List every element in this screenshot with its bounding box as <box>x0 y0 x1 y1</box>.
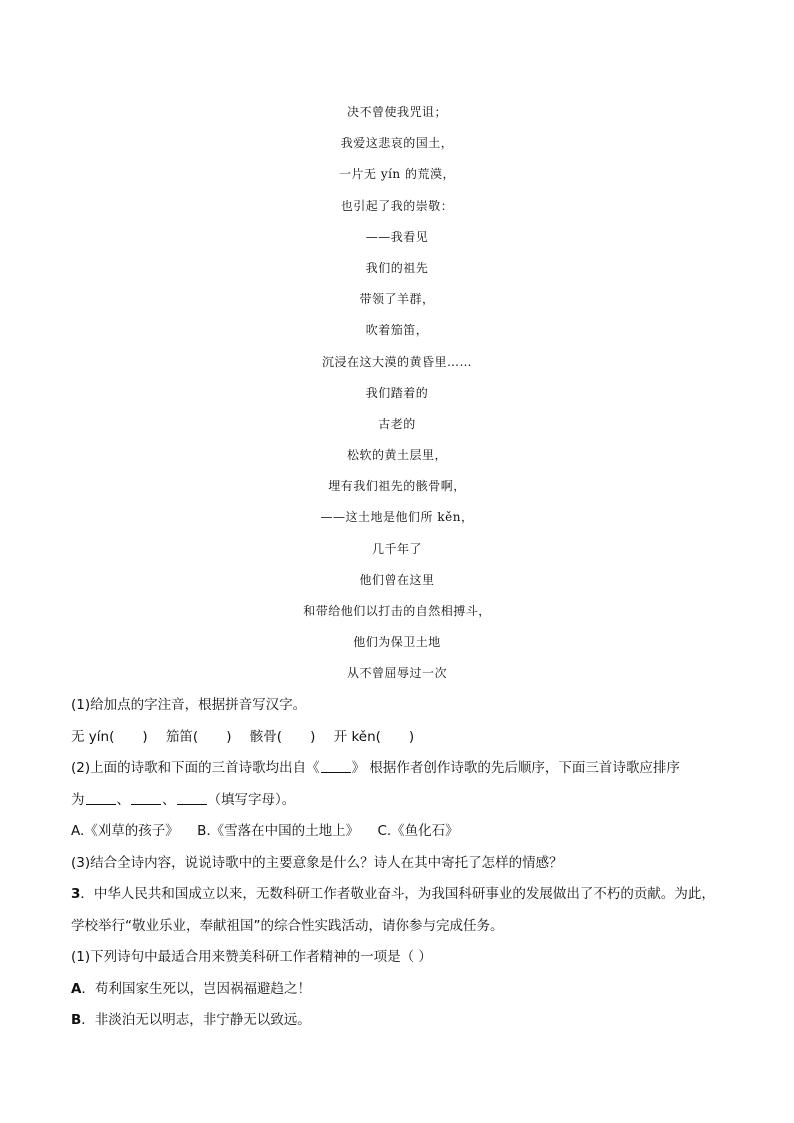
answer-blank[interactable] <box>86 790 116 805</box>
poem-line: 他们曾在这里 <box>359 572 435 587</box>
q3-text: (3)结合全诗内容，说说诗歌中的主要意象是什么？诗人在其中寄托了怎样的情感？ <box>71 854 563 871</box>
section3-line-1: 3．中华人民共和国成立以来，无数科研工作者敬业奋斗，为我国科研事业的发展做出了不朽的贡献。为此， <box>71 886 715 902</box>
section-number: 3 <box>71 886 81 902</box>
poem-line: 吹着笳笛， <box>365 323 429 338</box>
question-section <box>71 692 731 1039</box>
poem-excerpt <box>0 101 794 694</box>
poem-line: 也引起了我的崇敬： <box>340 198 454 213</box>
poem-line: ——这土地是他们所 kěn， <box>320 510 474 525</box>
q1-item-4: 开 kěn( ) <box>333 728 415 745</box>
q2-option-a: A.《刈草的孩子》 <box>71 823 179 839</box>
q2-option-c: C.《鱼化石》 <box>377 823 459 839</box>
poem-line: 几千年了 <box>371 541 422 556</box>
poem-line: 古老的 <box>378 416 416 431</box>
section3-line-2: 学校举行“敬业乐业，奉献祖国”的综合性实践活动，请你参与完成任务。 <box>71 917 504 934</box>
poem-line: 沉浸在这大漠的黄昏里…… <box>321 354 472 369</box>
poem-line: 他们为保卫土地 <box>353 635 441 650</box>
q2-option-b: B.《雪落在中国的土地上》 <box>197 823 360 839</box>
q1-item-2: 笳笛( ) <box>165 728 232 745</box>
option-b: B．非淡泊无以明志，非宁静无以致远。 <box>71 1012 311 1028</box>
poem-line: 一片无 yín 的荒漠， <box>339 167 455 182</box>
poem-line: 我爱这悲哀的国土， <box>340 136 454 151</box>
q2-line-2: 为 、 、 （填写字母）。 <box>71 791 296 808</box>
poem-line: 松软的黄土层里， <box>346 448 447 463</box>
q1-item-1: 无 yín( ) <box>71 728 148 745</box>
answer-blank[interactable] <box>131 790 161 805</box>
q2-line-1: (2)上面的诗歌和下面的三首诗歌均出自《 》 根据作者创作诗歌的先后顺序，下面三首诗歌应排序 <box>71 760 680 776</box>
poem-line: 我们踏着的 <box>365 385 429 400</box>
poem-line: 从不曾屈辱过一次 <box>346 666 447 681</box>
q2-options <box>71 818 731 850</box>
poem-line: 我们的祖先 <box>365 260 429 275</box>
q1-item-3: 骸骨( ) <box>249 728 316 745</box>
poem-line: 带领了羊群， <box>359 292 435 307</box>
q1-items <box>71 724 731 756</box>
answer-blank[interactable] <box>321 758 351 773</box>
poem-line: 和带给他们以打击的自然相搏斗， <box>303 604 491 618</box>
q1-prompt: (1)给加点的字注音，根据拼音写汉字。 <box>71 697 307 713</box>
answer-blank[interactable] <box>177 790 207 805</box>
option-a: A．苟利国家生死以，岂因祸福避趋之！ <box>71 980 311 997</box>
poem-line: ——我看见 <box>365 229 429 244</box>
poem-line: 埋有我们祖先的骸骨啊， <box>328 479 466 494</box>
poem-line: 决不曾使我咒诅； <box>346 105 447 119</box>
section3-sub1: (1)下列诗句中最适合用来赞美科研工作者精神的一项是（ ） <box>71 949 432 965</box>
